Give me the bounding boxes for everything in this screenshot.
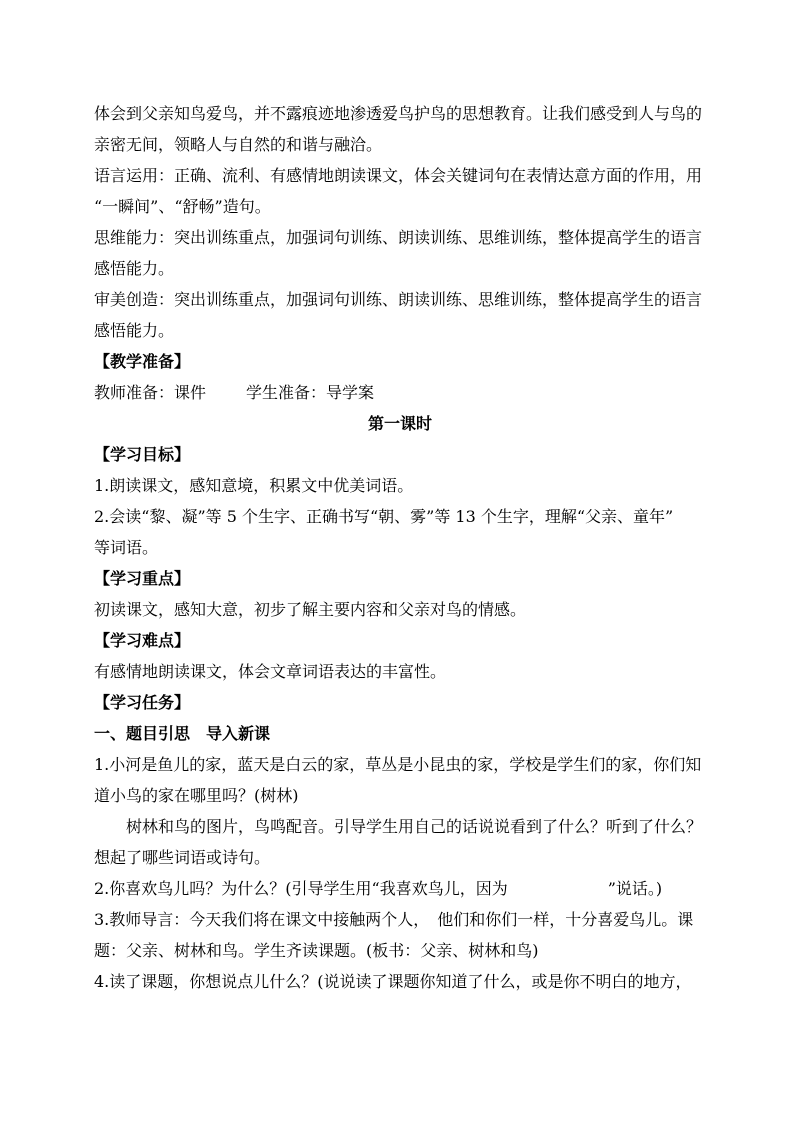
section-heading-preparation: 【教学准备】 bbox=[94, 352, 191, 371]
section-heading-goals: 【学习目标】 bbox=[94, 445, 191, 464]
section-heading-difficulties: 【学习难点】 bbox=[94, 631, 191, 650]
section-heading-key-points: 【学习重点】 bbox=[94, 569, 191, 588]
task-item bbox=[94, 873, 706, 904]
task-item-prompt-end: ”说话。) bbox=[607, 879, 663, 898]
aesthetic-creation-text: 感悟能力。 bbox=[94, 321, 175, 340]
student-preparation: 学生准备：导学案 bbox=[246, 383, 375, 402]
thinking-ability-text: 感悟能力。 bbox=[94, 259, 175, 278]
goal-item: 1.朗读课文，感知意境，积累文中优美词语。 bbox=[94, 476, 414, 495]
aesthetic-creation-text: 审美创造：突出训练重点，加强词句训练、朗读训练、思维训练，整体提高学生的语言 bbox=[94, 290, 703, 309]
objective-text: 体会到父亲知鸟爱鸟，并不露痕迹地渗透爱鸟护鸟的思想教育。让我们感受到人与鸟的 bbox=[94, 104, 703, 123]
task-item: 题：父亲、树林和鸟。学生齐读课题。(板书：父亲、树林和鸟) bbox=[94, 941, 539, 960]
difficulties-text: 有感情地朗读课文，体会文章词语表达的丰富性。 bbox=[94, 662, 447, 681]
goal-item: 等词语。 bbox=[94, 538, 159, 557]
task-item: 4.读了课题，你想说点儿什么？(说说读了课题你知道了什么，或是你不明白的地方， bbox=[94, 972, 692, 991]
lesson-title: 第一课时 bbox=[367, 414, 432, 433]
task-item: 树林和鸟的图片，鸟鸣配音。引导学生用自己的话说说看到了什么？听到了什么？ bbox=[126, 817, 703, 836]
task-item: 1.小河是鱼儿的家，蓝天是白云的家，草丛是小昆虫的家，学校是学生们的家，你们知 bbox=[94, 755, 702, 774]
task-heading-intro: 一、题目引思 导入新课 bbox=[94, 724, 271, 743]
task-item: 道小鸟的家在哪里吗？(树林) bbox=[94, 786, 299, 805]
task-item: 3.教师导言：今天我们将在课文中接触两个人， 他们和你们一样，十分喜爱鸟儿。课 bbox=[94, 910, 694, 929]
section-heading-tasks: 【学习任务】 bbox=[94, 693, 191, 712]
teacher-preparation: 教师准备：课件 bbox=[94, 383, 207, 402]
objective-text: 亲密无间，领略人与自然的和谐与融洽。 bbox=[94, 135, 383, 154]
thinking-ability-text: 思维能力：突出训练重点，加强词句训练、朗读训练、思维训练，整体提高学生的语言 bbox=[94, 228, 703, 247]
preparation-text bbox=[94, 377, 706, 408]
task-item: 想起了哪些词语或诗句。 bbox=[94, 848, 271, 867]
key-points-text: 初读课文，感知大意，初步了解主要内容和父亲对鸟的情感。 bbox=[94, 600, 527, 619]
language-use-text: “一瞬间”、“舒畅”造句。 bbox=[94, 197, 271, 216]
language-use-text: 语言运用：正确、流利、有感情地朗读课文，体会关键词句在表情达意方面的作用，用 bbox=[94, 166, 703, 185]
goal-item: 2.会读“黎、凝”等 5 个生字、正确书写“朝、雾”等 13 个生字，理解“父亲、童年” bbox=[94, 507, 674, 526]
task-item-prompt: 2.你喜欢鸟儿吗？为什么？(引导学生用“我喜欢鸟儿，因为 bbox=[94, 879, 508, 898]
document-page bbox=[94, 98, 706, 997]
